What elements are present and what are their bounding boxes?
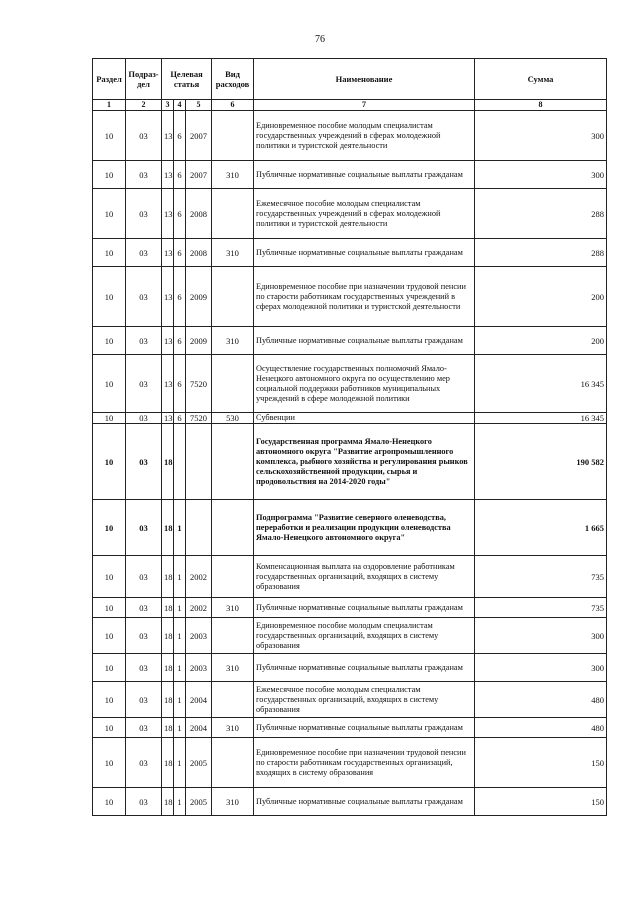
cell-razdel: 10	[93, 424, 126, 500]
col-number: 4	[174, 100, 186, 111]
cell-razdel: 10	[93, 618, 126, 654]
cell-target-c: 2003	[186, 618, 212, 654]
cell-target-c: 2007	[186, 111, 212, 161]
cell-sum: 300	[475, 654, 607, 682]
cell-target-b	[174, 424, 186, 500]
cell-target-c: 7520	[186, 355, 212, 413]
cell-sum: 16 345	[475, 355, 607, 413]
cell-sum: 200	[475, 327, 607, 355]
cell-razdel: 10	[93, 239, 126, 267]
cell-razdel: 10	[93, 327, 126, 355]
table-row	[93, 327, 607, 355]
cell-target-c: 2008	[186, 189, 212, 239]
cell-podrazdel: 03	[126, 618, 162, 654]
cell-target-a: 18	[162, 424, 174, 500]
cell-podrazdel: 03	[126, 267, 162, 327]
cell-target-b: 1	[174, 618, 186, 654]
cell-expense-type	[212, 556, 254, 598]
cell-podrazdel: 03	[126, 327, 162, 355]
cell-name: Публичные нормативные социальные выплаты гражданам	[254, 718, 475, 738]
cell-target-c: 2004	[186, 718, 212, 738]
cell-sum: 300	[475, 111, 607, 161]
cell-razdel: 10	[93, 161, 126, 189]
cell-target-b: 6	[174, 327, 186, 355]
cell-podrazdel: 03	[126, 413, 162, 424]
cell-target-a: 18	[162, 682, 174, 718]
cell-razdel: 10	[93, 788, 126, 816]
cell-target-a: 13	[162, 161, 174, 189]
cell-target-b: 1	[174, 738, 186, 788]
cell-podrazdel: 03	[126, 189, 162, 239]
table-row	[93, 738, 607, 788]
header-razdel: Раздел	[93, 59, 126, 100]
col-number: 7	[254, 100, 475, 111]
header-podrazdel: Подраз-дел	[126, 59, 162, 100]
cell-expense-type: 310	[212, 718, 254, 738]
cell-expense-type	[212, 424, 254, 500]
cell-podrazdel: 03	[126, 788, 162, 816]
cell-target-b: 1	[174, 788, 186, 816]
col-number: 2	[126, 100, 162, 111]
cell-razdel: 10	[93, 738, 126, 788]
cell-razdel: 10	[93, 267, 126, 327]
cell-target-c: 2009	[186, 327, 212, 355]
cell-sum: 288	[475, 239, 607, 267]
cell-target-c: 2008	[186, 239, 212, 267]
cell-target-b: 6	[174, 111, 186, 161]
cell-sum: 300	[475, 618, 607, 654]
cell-target-a: 18	[162, 500, 174, 556]
cell-sum: 480	[475, 682, 607, 718]
cell-target-c: 2002	[186, 598, 212, 618]
table-row	[93, 111, 607, 161]
cell-podrazdel: 03	[126, 738, 162, 788]
cell-razdel: 10	[93, 654, 126, 682]
cell-name: Публичные нормативные социальные выплаты гражданам	[254, 788, 475, 816]
cell-razdel: 10	[93, 355, 126, 413]
cell-expense-type	[212, 682, 254, 718]
cell-target-b: 1	[174, 718, 186, 738]
cell-name: Публичные нормативные социальные выплаты гражданам	[254, 239, 475, 267]
cell-name: Ежемесячное пособие молодым специалистам государственных организаций, входящих в систему образования	[254, 682, 475, 718]
cell-target-b: 6	[174, 239, 186, 267]
cell-target-b: 1	[174, 556, 186, 598]
cell-razdel: 10	[93, 598, 126, 618]
cell-sum: 150	[475, 788, 607, 816]
cell-podrazdel: 03	[126, 500, 162, 556]
cell-razdel: 10	[93, 500, 126, 556]
cell-name: Субвенции	[254, 413, 475, 424]
page-number: 76	[315, 34, 325, 45]
cell-name: Публичные нормативные социальные выплаты гражданам	[254, 327, 475, 355]
cell-sum: 16 345	[475, 413, 607, 424]
table-row	[93, 682, 607, 718]
cell-target-c: 2007	[186, 161, 212, 189]
cell-sum: 190 582	[475, 424, 607, 500]
cell-expense-type	[212, 500, 254, 556]
cell-expense-type	[212, 618, 254, 654]
cell-target-a: 13	[162, 327, 174, 355]
cell-target-a: 13	[162, 413, 174, 424]
col-number: 6	[212, 100, 254, 111]
cell-name: Единовременное пособие молодым специалистам государственных учреждений в сферах молодежной политики и туристской деятельности	[254, 111, 475, 161]
cell-target-b: 1	[174, 654, 186, 682]
cell-sum: 735	[475, 598, 607, 618]
cell-expense-type	[212, 111, 254, 161]
cell-podrazdel: 03	[126, 424, 162, 500]
cell-podrazdel: 03	[126, 355, 162, 413]
cell-target-b: 6	[174, 161, 186, 189]
cell-sum: 300	[475, 161, 607, 189]
cell-target-a: 18	[162, 718, 174, 738]
table-row	[93, 161, 607, 189]
cell-name: Компенсационная выплата на оздоровление работникам государственных организаций, входящих в систему образования	[254, 556, 475, 598]
cell-target-c	[186, 500, 212, 556]
cell-expense-type: 310	[212, 654, 254, 682]
cell-target-a: 13	[162, 189, 174, 239]
cell-target-a: 18	[162, 618, 174, 654]
cell-target-c: 7520	[186, 413, 212, 424]
cell-razdel: 10	[93, 111, 126, 161]
cell-target-c: 2005	[186, 788, 212, 816]
cell-podrazdel: 03	[126, 111, 162, 161]
cell-expense-type	[212, 189, 254, 239]
cell-target-b: 1	[174, 598, 186, 618]
cell-target-a: 18	[162, 556, 174, 598]
cell-target-b: 6	[174, 413, 186, 424]
table-row	[93, 239, 607, 267]
cell-name: Единовременное пособие молодым специалистам государственных организаций, входящих в систему образования	[254, 618, 475, 654]
table-row	[93, 618, 607, 654]
cell-target-a: 13	[162, 267, 174, 327]
cell-name: Публичные нормативные социальные выплаты гражданам	[254, 161, 475, 189]
cell-target-c: 2005	[186, 738, 212, 788]
table-row	[93, 718, 607, 738]
cell-name: Публичные нормативные социальные выплаты гражданам	[254, 654, 475, 682]
table-row	[93, 267, 607, 327]
cell-expense-type	[212, 738, 254, 788]
cell-target-c: 2009	[186, 267, 212, 327]
cell-target-a: 13	[162, 355, 174, 413]
cell-sum: 288	[475, 189, 607, 239]
budget-table	[92, 58, 607, 816]
cell-expense-type: 310	[212, 239, 254, 267]
table-row	[93, 654, 607, 682]
cell-target-b: 1	[174, 500, 186, 556]
table-row	[93, 413, 607, 424]
col-number: 8	[475, 100, 607, 111]
cell-podrazdel: 03	[126, 161, 162, 189]
cell-sum: 150	[475, 738, 607, 788]
cell-razdel: 10	[93, 413, 126, 424]
cell-target-b: 1	[174, 682, 186, 718]
cell-podrazdel: 03	[126, 239, 162, 267]
cell-target-c: 2003	[186, 654, 212, 682]
col-number: 1	[93, 100, 126, 111]
cell-sum: 200	[475, 267, 607, 327]
cell-target-c: 2004	[186, 682, 212, 718]
cell-target-a: 18	[162, 738, 174, 788]
cell-target-b: 6	[174, 189, 186, 239]
header-expense-type: Вид расходов	[212, 59, 254, 100]
cell-target-a: 18	[162, 598, 174, 618]
table-row	[93, 189, 607, 239]
header-target-article: Целевая статья	[162, 59, 212, 100]
cell-expense-type: 530	[212, 413, 254, 424]
cell-name: Подпрограмма "Развитие северного оленеводства, переработки и реализации продукции оленеводства Ямало-Ненецкого автономного округа"	[254, 500, 475, 556]
cell-podrazdel: 03	[126, 556, 162, 598]
cell-name: Публичные нормативные социальные выплаты гражданам	[254, 598, 475, 618]
cell-sum: 1 665	[475, 500, 607, 556]
cell-razdel: 10	[93, 718, 126, 738]
cell-target-a: 18	[162, 654, 174, 682]
table-row	[93, 500, 607, 556]
cell-expense-type: 310	[212, 598, 254, 618]
cell-expense-type: 310	[212, 327, 254, 355]
table-row	[93, 424, 607, 500]
cell-razdel: 10	[93, 189, 126, 239]
cell-sum: 735	[475, 556, 607, 598]
table-row	[93, 788, 607, 816]
cell-razdel: 10	[93, 556, 126, 598]
cell-podrazdel: 03	[126, 654, 162, 682]
cell-expense-type: 310	[212, 788, 254, 816]
cell-target-c: 2002	[186, 556, 212, 598]
cell-target-a: 18	[162, 788, 174, 816]
cell-podrazdel: 03	[126, 682, 162, 718]
cell-sum: 480	[475, 718, 607, 738]
cell-podrazdel: 03	[126, 598, 162, 618]
cell-target-b: 6	[174, 267, 186, 327]
cell-target-a: 13	[162, 111, 174, 161]
table-body	[93, 111, 607, 816]
cell-expense-type	[212, 267, 254, 327]
col-number: 5	[186, 100, 212, 111]
header-name: Наименование	[254, 59, 475, 100]
table-row	[93, 556, 607, 598]
cell-name: Государственная программа Ямало-Ненецкого автономного округа "Развитие агропромышленного комплекса, рыбного хозяйства и регулирования рынков сельскохозяйственной продукции, сырья и продовольствия на 2014-2020 годы"	[254, 424, 475, 500]
cell-expense-type	[212, 355, 254, 413]
cell-podrazdel: 03	[126, 718, 162, 738]
cell-target-c	[186, 424, 212, 500]
cell-razdel: 10	[93, 682, 126, 718]
cell-name: Единовременное пособие при назначении трудовой пенсии по старости работникам государственных организаций, входящих в систему образования	[254, 738, 475, 788]
table-row	[93, 355, 607, 413]
table-row	[93, 598, 607, 618]
header-sum: Сумма	[475, 59, 607, 100]
cell-expense-type: 310	[212, 161, 254, 189]
col-number: 3	[162, 100, 174, 111]
cell-target-a: 13	[162, 239, 174, 267]
cell-target-b: 6	[174, 355, 186, 413]
cell-name: Единовременное пособие при назначении трудовой пенсии по старости работникам государственных учреждений в сферах молодежной политики и туристской деятельности	[254, 267, 475, 327]
cell-name: Осуществление государственных полномочий Ямало-Ненецкого автономного округа по осуществлению мер социальной поддержки работников муниципальных учреждений в сфере молодежной политики	[254, 355, 475, 413]
cell-name: Ежемесячное пособие молодым специалистам государственных учреждений в сферах молодежной политики и туристской деятельности	[254, 189, 475, 239]
